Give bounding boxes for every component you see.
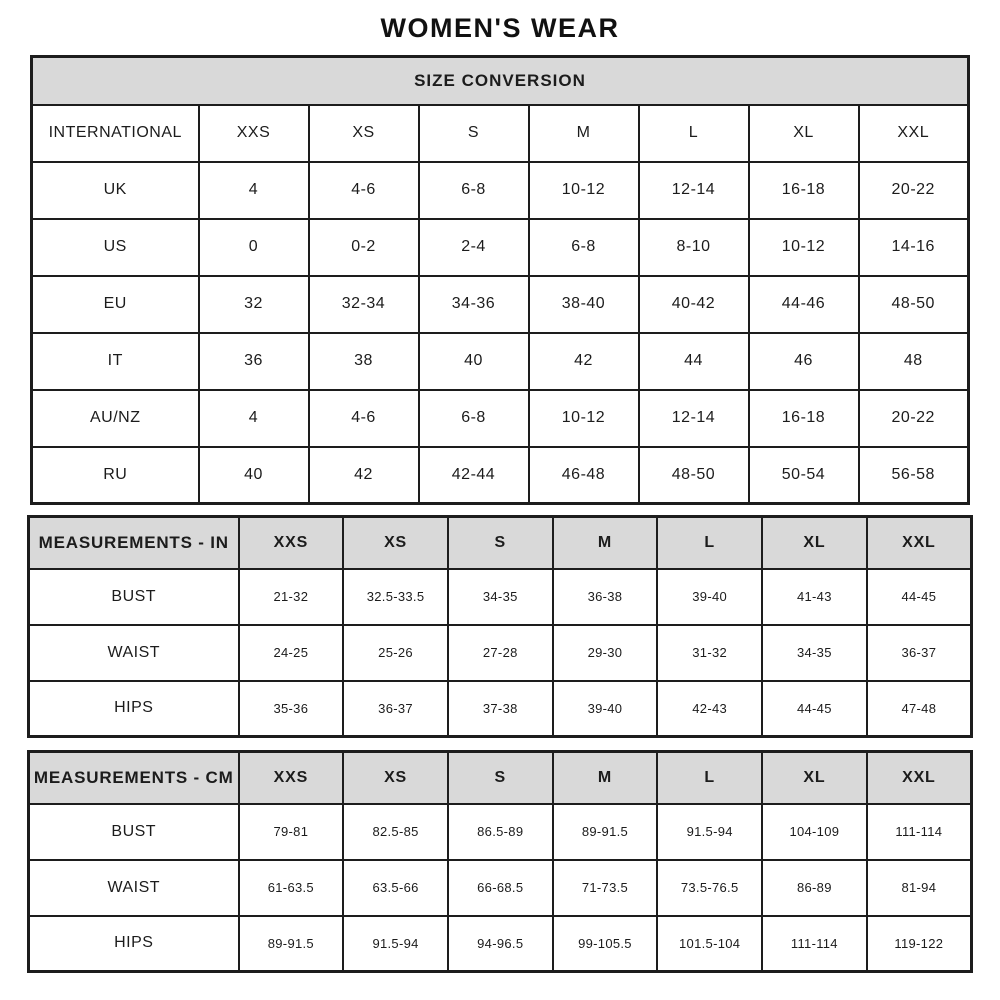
column-header-xs: XS [343,752,448,804]
measurement-cell: 79-81 [239,804,344,860]
measurement-cell: 36-37 [343,681,448,737]
measurement-cell: 32.5-33.5 [343,569,448,625]
measurement-cell: 66-68.5 [448,860,553,916]
measurement-cell: 86-89 [762,860,867,916]
measurement-cell: 44-45 [762,681,867,737]
measurement-cell: 91.5-94 [657,804,762,860]
size-cell: 42 [529,333,639,390]
measurement-cell: 82.5-85 [343,804,448,860]
column-header-l: L [639,105,749,162]
size-cell: 44-46 [749,276,859,333]
measurement-cell: 21-32 [239,569,344,625]
measurement-cell: 36-37 [867,625,972,681]
size-cell: 20-22 [859,390,969,447]
measurement-cell: 24-25 [239,625,344,681]
measurement-cell: 71-73.5 [553,860,658,916]
row-label-hips: HIPS [29,916,239,972]
measurement-cell: 111-114 [762,916,867,972]
measurement-cell: 94-96.5 [448,916,553,972]
size-cell: 6-8 [529,219,639,276]
table-row-eu [32,276,969,333]
column-header-xxl: XXL [859,105,969,162]
size-conversion-table [30,55,970,505]
measurement-cell: 25-26 [343,625,448,681]
size-cell: 2-4 [419,219,529,276]
column-header-m: M [553,752,658,804]
size-cell: 42 [309,447,419,504]
measurement-cell: 34-35 [762,625,867,681]
size-cell: 40-42 [639,276,749,333]
measurement-cell: 89-91.5 [553,804,658,860]
column-header-xl: XL [749,105,859,162]
measurements-cm-header-row [29,752,972,804]
measurement-cell: 89-91.5 [239,916,344,972]
measurement-cell: 37-38 [448,681,553,737]
size-cell: 38 [309,333,419,390]
column-header-xs: XS [309,105,419,162]
table-row-hips-cm [29,916,972,972]
measurement-cell: 42-43 [657,681,762,737]
size-cell: 48 [859,333,969,390]
size-cell: 12-14 [639,390,749,447]
size-cell: 40 [199,447,309,504]
measurement-cell: 39-40 [657,569,762,625]
size-cell: 32 [199,276,309,333]
size-cell: 34-36 [419,276,529,333]
column-header-xxs: XXS [199,105,309,162]
measurement-cell: 39-40 [553,681,658,737]
row-label-waist: WAIST [29,625,239,681]
column-header-xs: XS [343,517,448,569]
size-cell: 42-44 [419,447,529,504]
column-header-xl: XL [762,752,867,804]
size-cell: 6-8 [419,390,529,447]
table-row-it [32,333,969,390]
size-cell: 48-50 [639,447,749,504]
size-cell: 56-58 [859,447,969,504]
size-cell: 46 [749,333,859,390]
measurement-cell: 73.5-76.5 [657,860,762,916]
size-cell: 0-2 [309,219,419,276]
column-header-m: M [553,517,658,569]
column-header-s: S [448,752,553,804]
size-cell: 46-48 [529,447,639,504]
size-conversion-banner-row [32,57,969,105]
size-cell: 48-50 [859,276,969,333]
measurement-cell: 104-109 [762,804,867,860]
size-cell: 44 [639,333,749,390]
measurements-cm-table [27,750,973,973]
measurements-in-heading: MEASUREMENTS - IN [29,517,239,569]
row-label-bust: BUST [29,569,239,625]
size-cell: 32-34 [309,276,419,333]
size-conversion-heading: SIZE CONVERSION [32,57,969,105]
table-row-waist-in [29,625,972,681]
row-label-uk: UK [32,162,199,219]
table-row-bust-cm [29,804,972,860]
size-cell: 14-16 [859,219,969,276]
measurement-cell: 86.5-89 [448,804,553,860]
column-header-s: S [448,517,553,569]
measurement-cell: 47-48 [867,681,972,737]
table-row-uk [32,162,969,219]
column-header-xxl: XXL [867,517,972,569]
row-label-eu: EU [32,276,199,333]
page-title: WOMEN'S WEAR [380,13,620,43]
column-header-xxs: XXS [239,752,344,804]
table-row-ru [32,447,969,504]
size-cell: 16-18 [749,390,859,447]
row-label-it: IT [32,333,199,390]
size-cell: 10-12 [529,162,639,219]
measurement-cell: 119-122 [867,916,972,972]
measurement-cell: 35-36 [239,681,344,737]
size-cell: 40 [419,333,529,390]
table-row-us [32,219,969,276]
measurement-cell: 99-105.5 [553,916,658,972]
size-cell: 4-6 [309,390,419,447]
measurement-cell: 41-43 [762,569,867,625]
size-cell: 10-12 [529,390,639,447]
column-header-xxs: XXS [239,517,344,569]
measurement-cell: 91.5-94 [343,916,448,972]
size-cell: 10-12 [749,219,859,276]
size-cell: 8-10 [639,219,749,276]
table-row-hips-in [29,681,972,737]
row-label-us: US [32,219,199,276]
size-cell: 4-6 [309,162,419,219]
measurement-cell: 61-63.5 [239,860,344,916]
table-row-aunz [32,390,969,447]
measurement-cell: 44-45 [867,569,972,625]
measurement-cell: 63.5-66 [343,860,448,916]
column-header-l: L [657,517,762,569]
column-header-xxl: XXL [867,752,972,804]
row-label-waist: WAIST [29,860,239,916]
measurements-cm-heading: MEASUREMENTS - CM [29,752,239,804]
measurement-cell: 27-28 [448,625,553,681]
measurement-cell: 81-94 [867,860,972,916]
size-cell: 4 [199,162,309,219]
size-cell: 50-54 [749,447,859,504]
measurement-cell: 111-114 [867,804,972,860]
size-cell: 38-40 [529,276,639,333]
column-header-xl: XL [762,517,867,569]
size-cell: 36 [199,333,309,390]
table-row-waist-cm [29,860,972,916]
table-row-bust-in [29,569,972,625]
row-label-hips: HIPS [29,681,239,737]
measurement-cell: 34-35 [448,569,553,625]
column-header-l: L [657,752,762,804]
size-cell: 4 [199,390,309,447]
column-header-s: S [419,105,529,162]
measurement-cell: 101.5-104 [657,916,762,972]
measurements-in-table [27,515,973,738]
size-cell: 16-18 [749,162,859,219]
size-conversion-column-header-row [32,105,969,162]
row-label-ru: RU [32,447,199,504]
row-label-aunz: AU/NZ [32,390,199,447]
column-header-m: M [529,105,639,162]
size-cell: 12-14 [639,162,749,219]
measurement-cell: 31-32 [657,625,762,681]
size-cell: 20-22 [859,162,969,219]
measurement-cell: 29-30 [553,625,658,681]
size-cell: 6-8 [419,162,529,219]
row-label-bust: BUST [29,804,239,860]
size-cell: 0 [199,219,309,276]
column-header-international: INTERNATIONAL [32,105,199,162]
measurement-cell: 36-38 [553,569,658,625]
measurements-in-header-row [29,517,972,569]
